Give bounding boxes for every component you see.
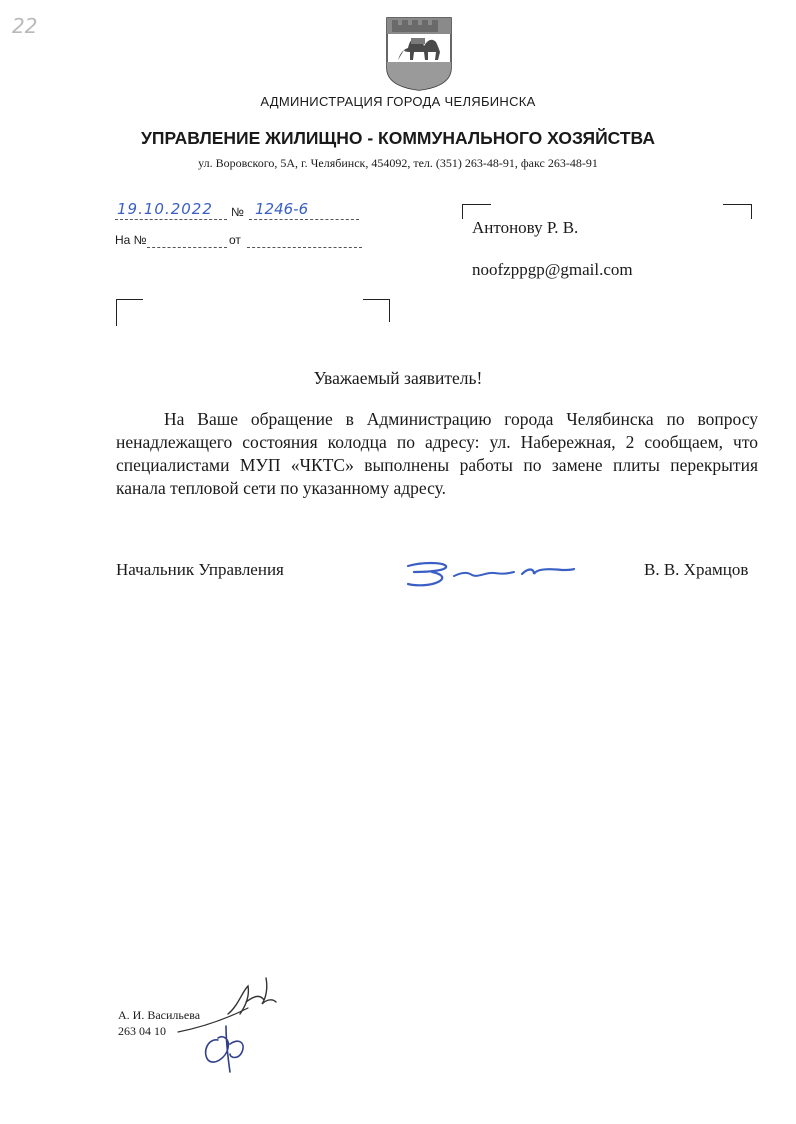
executor-initials-icon [168,968,298,1078]
registration-line [115,200,365,223]
department-title: УПРАВЛЕНИЕ ЖИЛИЩНО - КОММУНАЛЬНОГО ХОЗЯЙСТВА [141,128,655,148]
signature-position: Начальник Управления [116,560,284,579]
salutation: Уважаемый заявитель! [313,368,483,388]
registration-date: 19.10.2022 [117,200,213,218]
coat-of-arms-icon [384,16,454,92]
reference-label: На № [115,233,147,247]
signature-name: В. В. Храмцов [644,560,749,579]
executor-name: А. И. Васильева [118,1008,201,1022]
margin-note: 22 [12,14,38,38]
registration-number: 1246-6 [255,200,309,218]
department-address: ул. Воровского, 5А, г. Челябинск, 454092, тел. (351) 263-48-91, факс 263-48-91 [198,156,598,170]
executor-phone: 263 04 10 [118,1024,166,1038]
signature-icon [402,556,577,590]
reference-line [115,233,365,251]
reference-from-label: от [229,233,241,247]
administration-title: АДМИНИСТРАЦИЯ ГОРОДА ЧЕЛЯБИНСКА [260,94,536,109]
body-paragraph: На Ваше обращение в Администрацию города Челябинска по вопросу ненадлежащего состояния колодца по адресу: ул. Набережная, 2 сообщаем, что специалистами МУП «ЧКТС» выполнены работы по замене плиты перекрытия канала тепловой сети по указанному адресу. [116,409,758,498]
recipient-corner-left [462,204,491,219]
subject-corner-right [363,299,390,322]
recipient-name: Антонову Р. В. [472,218,579,237]
subject-corner-left [116,299,143,326]
recipient-email: noofzppgp@gmail.com [472,260,633,279]
recipient-corner-right [723,204,752,219]
letter-body [116,408,758,500]
registration-number-label: № [231,205,244,219]
